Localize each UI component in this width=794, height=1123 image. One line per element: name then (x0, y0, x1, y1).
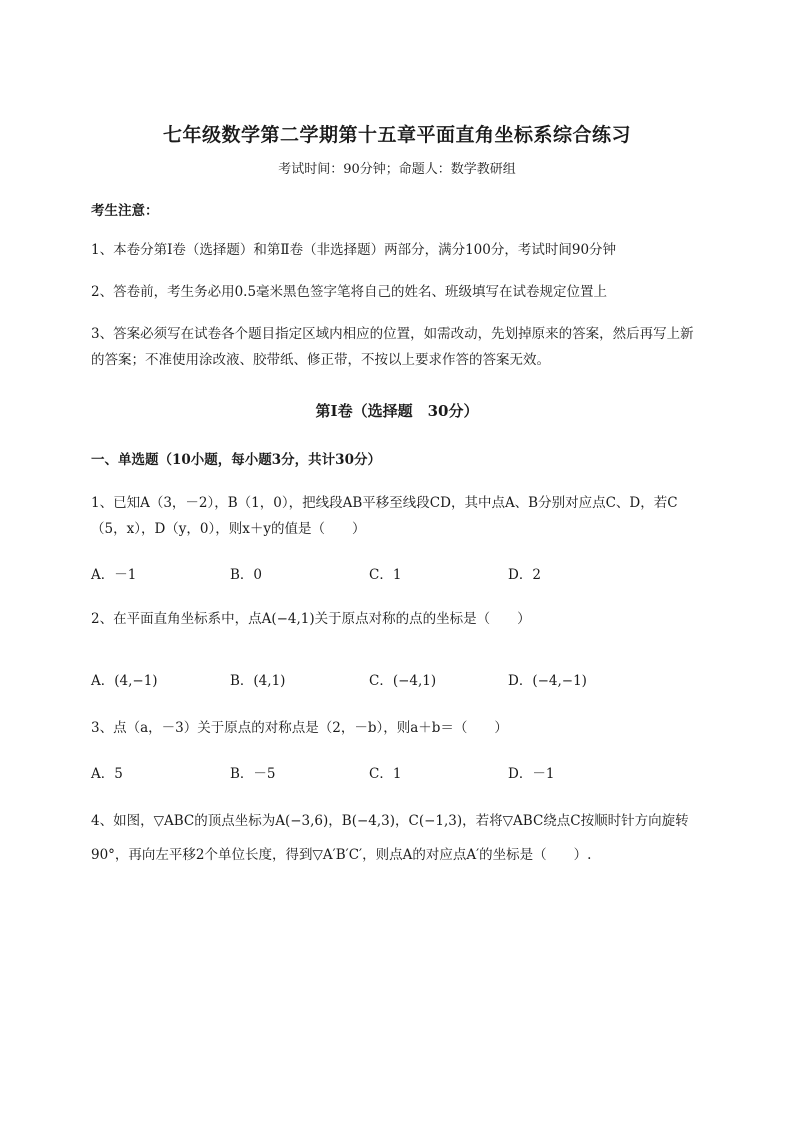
question-2-line-1: 2、在平面直角坐标系中，点A(−4,1)关于原点对称的点的坐标是（ ） (91, 611, 531, 627)
question-3-option-b[interactable]: B．－5 (230, 766, 276, 782)
question-1-option-d[interactable]: D．2 (508, 567, 541, 583)
notice-item-3-cont: 的答案；不准使用涂改液、胶带纸、修正带，不按以上要求作答的答案无效。 (91, 352, 550, 368)
question-4-line-1: 4、如图，▽ABC的顶点坐标为A(−3,6)，B(−4,3)，C(−1,3)，若将▽ABC绕点C按顺时针方向旋转 (91, 813, 689, 829)
notice-heading: 考生注意： (91, 203, 159, 219)
notice-item-1: 1、本卷分第I卷（选择题）和第Ⅱ卷（非选择题）两部分，满分100分，考试时间90分钟 (91, 242, 617, 258)
question-3-option-d[interactable]: D．－1 (508, 766, 555, 782)
question-1-option-a[interactable]: A．－1 (91, 567, 137, 583)
question-1-option-c[interactable]: C．1 (369, 567, 402, 583)
exam-subtitle: 考试时间：90分钟；命题人：数学教研组 (278, 162, 516, 177)
exam-title: 七年级数学第二学期第十五章平面直角坐标系综合练习 (162, 124, 631, 146)
question-3-line-1: 3、点（a，－3）关于原点的对称点是（2，－b），则a＋b＝（ ） (91, 720, 508, 736)
notice-item-2: 2、答卷前，考生务必用0.5毫米黑色签字笔将自己的姓名、班级填写在试卷规定位置上 (91, 284, 608, 300)
question-2-option-c[interactable]: C．(−4,1) (369, 673, 437, 689)
question-1-option-b[interactable]: B．0 (230, 567, 263, 583)
question-2-option-d[interactable]: D．(−4,−1) (508, 673, 587, 689)
section-part-heading: 一、单选题（10小题，每小题3分，共计30分） (91, 452, 381, 468)
question-3-option-c[interactable]: C．1 (369, 766, 402, 782)
question-4-line-2: 90°，再向左平移2个单位长度，得到▽A′B′C′，则点A的对应点A′的坐标是（ ）. (91, 847, 592, 863)
notice-item-3: 3、答案必须写在试卷各个题目指定区域内相应的位置，如需改动，先划掉原来的答案，然后再写上新 (91, 326, 694, 342)
question-2-option-a[interactable]: A．(4,−1) (91, 673, 158, 689)
question-2-option-b[interactable]: B．(4,1) (230, 673, 286, 689)
section-title: 第I卷（选择题 30分） (315, 402, 479, 420)
question-3-option-a[interactable]: A．5 (91, 766, 123, 782)
question-1-line-1: 1、已知A（3，－2），B（1，0），把线段AB平移至线段CD，其中点A、B分别对应点C、D，若C (91, 495, 678, 511)
question-1-line-2: （5，x），D（y，0），则x＋y的值是（ ） (91, 521, 366, 537)
